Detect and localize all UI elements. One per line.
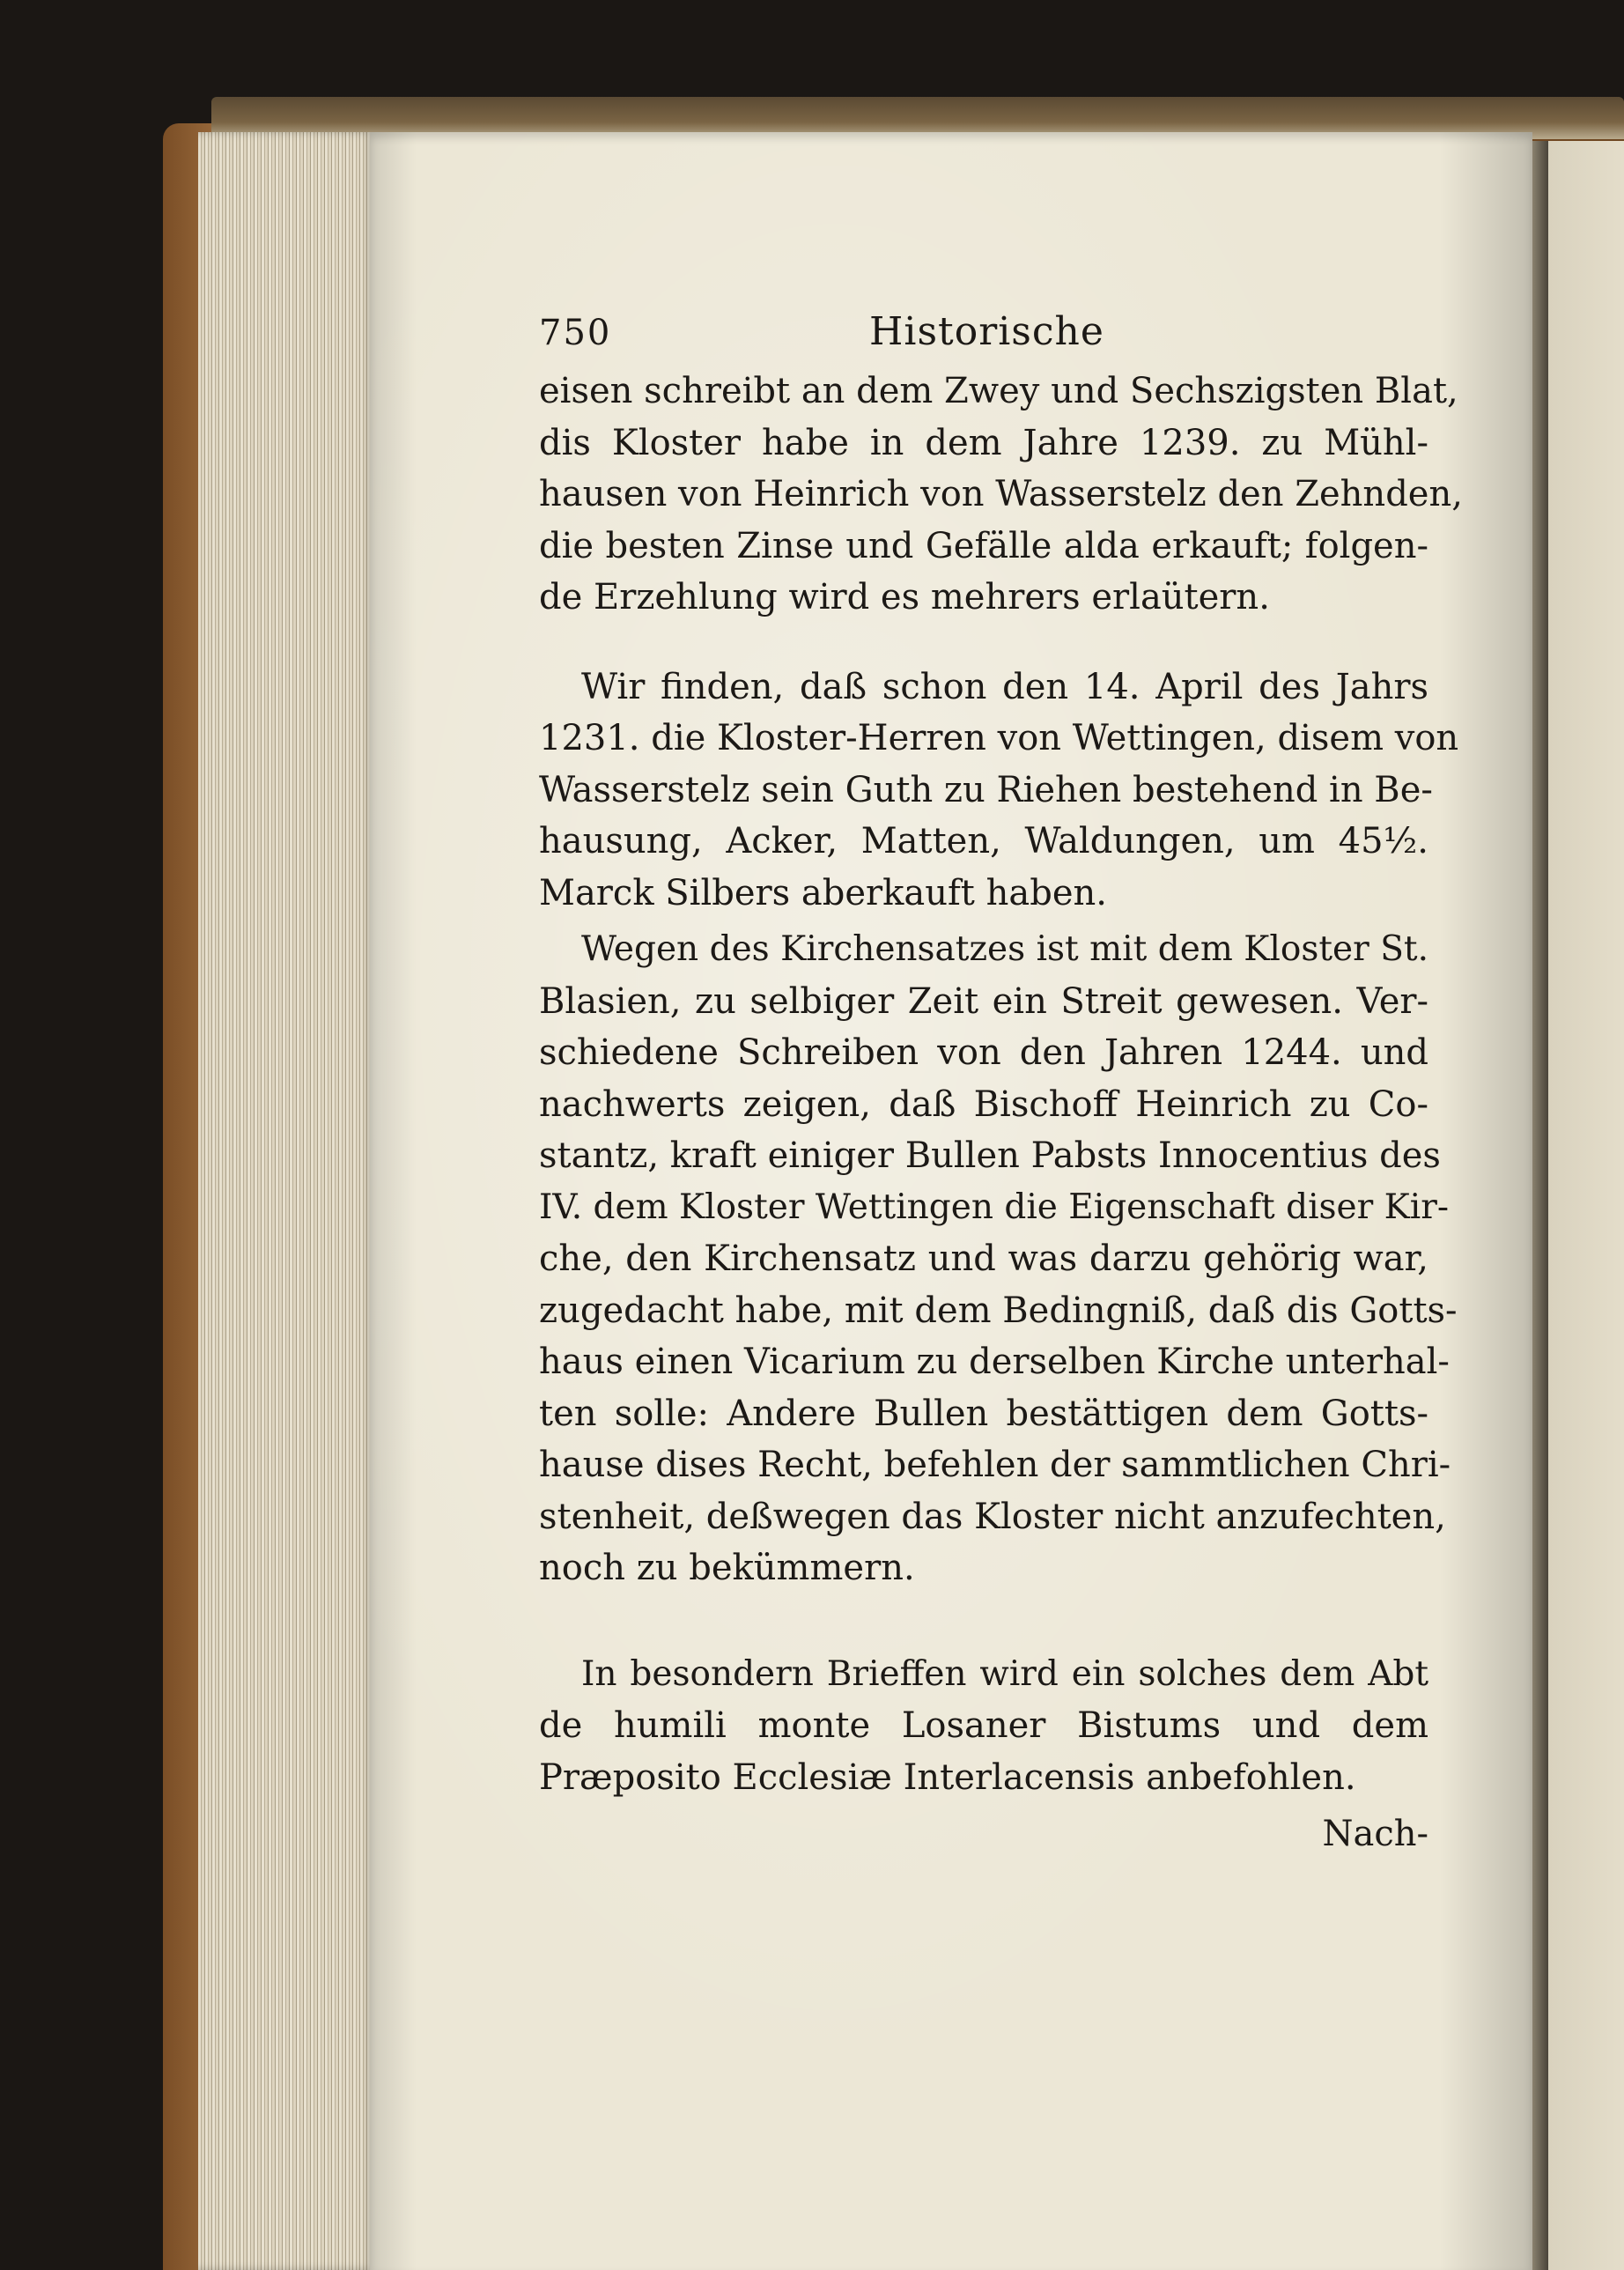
page-text <box>539 304 1463 1860</box>
paragraph-4 <box>539 1649 1428 1804</box>
text-line: nachwerts zeigen, daß Bischoff Heinrich zu Co- <box>539 1083 1428 1125</box>
text-line: zugedacht habe, mit dem Bedingniß, daß dis Gotts- <box>539 1290 1458 1331</box>
text-line: stantz, kraft einiger Bullen Pabsts Innocentius des <box>539 1135 1441 1176</box>
text-line: hausen von Heinrich von Wasserstelz den Zehnden, <box>539 474 1463 514</box>
text-line: che, den Kirchensatz und was darzu gehörig war, <box>539 1239 1428 1279</box>
text-line: Wasserstelz sein Guth zu Riehen bestehend in Be- <box>539 769 1433 810</box>
page-header <box>539 304 1428 366</box>
text-line: dis Kloster habe in dem Jahre 1239. zu Mühl- <box>539 422 1428 463</box>
text-line: schiedene Schreiben von den Jahren 1244. und <box>539 1032 1428 1073</box>
facing-page-edge <box>1548 141 1624 2270</box>
text-line: Marck Silbers aberkauft haben. <box>539 872 1107 913</box>
text-line: die besten Zinse und Gefälle alda erkauft; folgen- <box>539 525 1428 566</box>
text-line: eisen schreibt an dem Zwey und Sechszigsten Blat, <box>539 371 1458 411</box>
text-line: haus einen Vicarium zu derselben Kirche unterhal- <box>539 1342 1450 1382</box>
text-line: hause dises Recht, befehlen der sammtlichen Chri- <box>539 1445 1451 1485</box>
text-line: Wegen des Kirchensatzes ist mit dem Kloster St. <box>581 929 1428 969</box>
paragraph-3 <box>539 924 1458 1594</box>
running-title: Historische <box>869 309 1104 354</box>
page-number: 750 <box>539 313 612 353</box>
catchword: Nach- <box>1322 1814 1428 1854</box>
text-line: Wir finden, daß schon den 14. April des Jahrs <box>581 666 1428 707</box>
text-line: In besondern Brieffen wird ein solches dem Abt <box>581 1653 1428 1694</box>
text-line: IV. dem Kloster Wettingen die Eigenschaft diser Kir- <box>539 1187 1450 1227</box>
page-gutter <box>1532 141 1548 2270</box>
text-line: noch zu bekümmern. <box>539 1548 915 1588</box>
text-line: stenheit, deßwegen das Kloster nicht anzufechten, <box>539 1496 1446 1537</box>
paragraph-1 <box>539 366 1463 624</box>
text-line: 1231. die Kloster-Herren von Wettingen, disem von <box>539 718 1459 758</box>
text-line: Blasien, zu selbiger Zeit ein Streit gewesen. Ver- <box>539 980 1428 1022</box>
text-line: hausung, Acker, Matten, Waldungen, um 45½. <box>539 821 1428 861</box>
text-line: de Erzehlung wird es mehrers erlaütern. <box>539 577 1270 617</box>
text-line: de humili monte Losaner Bistums und dem <box>539 1705 1428 1746</box>
paragraph-2 <box>539 662 1459 920</box>
text-line: Præposito Ecclesiæ Interlacensis anbefohlen. <box>539 1756 1356 1798</box>
page-edges <box>198 132 374 2270</box>
text-line: ten solle: Andere Bullen bestättigen dem Gotts- <box>539 1393 1428 1434</box>
